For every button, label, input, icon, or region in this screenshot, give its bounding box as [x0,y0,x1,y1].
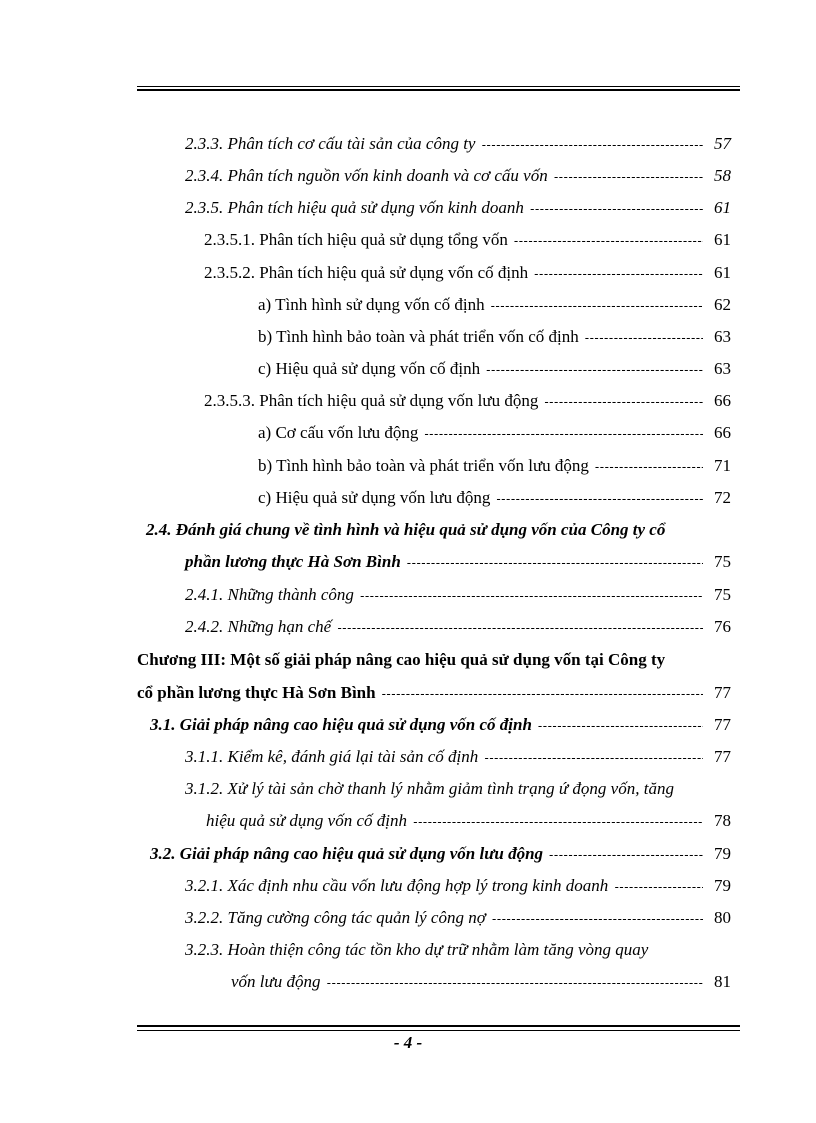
toc-page-number: 80 [714,908,731,927]
header-rule-thick [137,89,740,91]
toc-entry-line1: 3.2.3. Hoàn thiện công tác tồn kho dự trữ nhằm làm tăng vòng quay [185,940,649,959]
leader-dots [549,843,703,867]
toc-entry [185,550,731,574]
toc-entry-text: a) Cơ cấu vốn lưu động [258,423,419,442]
toc-entry-text: 2.3.5.3. Phân tích hiệu quả sử dụng vốn lưu động [204,391,539,410]
toc-entry [185,164,731,188]
toc-entry-text: 2.3.5.1. Phân tích hiệu quả sử dụng tổng vốn [204,230,508,249]
toc-entry-text: vốn lưu động [231,972,321,991]
toc-entry-text: 3.1. Giải pháp nâng cao hiệu quả sử dụng vốn cố định [150,715,532,734]
toc-page-number: 66 [714,391,731,410]
toc-entry [258,421,731,445]
toc-page-number: 81 [714,972,731,991]
leader-dots [481,133,703,157]
toc-entry-text: 3.2.1. Xác định nhu cầu vốn lưu động hợp lý trong kinh doanh [185,876,609,895]
leader-dots [407,551,703,575]
toc-entry [231,970,731,994]
toc-entry [150,713,731,737]
toc-page-number: 72 [714,488,731,507]
toc-page-number: 79 [714,876,731,895]
footer-rule-thick [137,1025,740,1027]
toc-page-number: 71 [714,456,731,475]
toc-page-number: 77 [714,683,731,702]
toc-entry-line1: 3.1.2. Xử lý tài sản chờ thanh lý nhằm giảm tình trạng ứ đọng vốn, tăng [185,779,674,798]
toc-page-number: 76 [714,617,731,636]
leader-dots [484,746,703,770]
toc-page-number: 58 [714,166,731,185]
toc-entry [185,745,731,769]
leader-dots [491,294,703,318]
toc-entry [258,486,731,510]
toc-entry-text: phần lương thực Hà Sơn Bình [185,552,401,571]
toc-entry-text: 2.3.5.2. Phân tích hiệu quả sử dụng vốn cố định [204,263,529,282]
toc-entry [204,389,731,413]
toc-page-number: 63 [714,359,731,378]
leader-dots [585,326,703,350]
toc-entry-text: cổ phần lương thực Hà Sơn Bình [137,683,376,702]
leader-dots [360,584,703,608]
chapter-heading-line1: Chương III: Một số giải pháp nâng cao hiệu quả sử dụng vốn tại Công ty [137,650,666,669]
toc-page-number: 63 [714,327,731,346]
toc-entry-text: 2.3.5. Phân tích hiệu quả sử dụng vốn kinh doanh [185,198,524,217]
leader-dots [492,907,703,931]
toc-page-number: 62 [714,295,731,314]
page-number: - 4 - [393,1033,423,1052]
toc-entry-text: b) Tình hình bảo toàn và phát triển vốn lưu động [258,456,589,475]
toc-page-number: 78 [714,811,731,830]
toc-entry [185,906,731,930]
toc-entry [204,228,731,252]
toc-entry-text: b) Tình hình bảo toàn và phát triển vốn cố định [258,327,579,346]
toc-page-number: 57 [714,134,731,153]
toc-page-number: 77 [714,747,731,766]
toc-entry [204,261,731,285]
leader-dots [530,197,703,221]
toc-entry-text: c) Hiệu quả sử dụng vốn cố định [258,359,481,378]
leader-dots [337,616,703,640]
toc-page-number: 75 [714,552,731,571]
leader-dots [327,971,703,995]
leader-dots [424,422,703,446]
toc-entry-text: c) Hiệu quả sử dụng vốn lưu động [258,488,491,507]
toc-entry [137,681,731,705]
toc-entry-text: hiệu quả sử dụng vốn cố định [206,811,407,830]
header-rule [137,86,740,87]
toc-entry-text: 3.2.2. Tăng cường công tác quản lý công nợ [185,908,486,927]
leader-dots [595,455,703,479]
leader-dots [514,229,703,253]
toc-page-number: 75 [714,585,731,604]
toc-page-number: 61 [714,263,731,282]
leader-dots [614,875,703,899]
leader-dots [538,714,703,738]
toc-entry [258,325,731,349]
toc-entry [206,809,731,833]
toc-entry-text: 2.4.1. Những thành công [185,585,354,604]
leader-dots [486,358,703,382]
leader-dots [413,810,703,834]
toc-entry [185,583,731,607]
toc-page-number: 79 [714,844,731,863]
leader-dots [382,682,703,706]
toc-entry [258,293,731,317]
toc-entry [185,132,731,156]
leader-dots [554,165,703,189]
toc-entry [185,874,731,898]
toc-entry-text: 2.3.3. Phân tích cơ cấu tài sản của công ty [185,134,476,153]
toc-entry-text: 3.2. Giải pháp nâng cao hiệu quả sử dụng vốn lưu động [150,844,544,863]
toc-entry-text: 2.4.2. Những hạn chế [185,617,332,636]
toc-entry [258,454,731,478]
toc-entry-text: 2.3.4. Phân tích nguồn vốn kinh doanh và cơ cấu vốn [185,166,548,185]
toc-page-number: 61 [714,198,731,217]
toc-entry [150,842,731,866]
footer-rule [137,1030,740,1031]
toc-page-number: 66 [714,423,731,442]
toc-page-number: 77 [714,715,731,734]
leader-dots [534,262,703,286]
leader-dots [496,487,703,511]
toc-entry-line1: 2.4. Đánh giá chung về tình hình và hiệu quả sử dụng vốn của Công ty cổ [146,520,666,539]
toc-entry [185,615,731,639]
toc-entry [258,357,731,381]
toc-entry-text: a) Tình hình sử dụng vốn cố định [258,295,485,314]
leader-dots [544,390,703,414]
toc-entry-text: 3.1.1. Kiểm kê, đánh giá lại tài sản cố định [185,747,479,766]
toc-entry [185,196,731,220]
toc-page-number: 61 [714,230,731,249]
